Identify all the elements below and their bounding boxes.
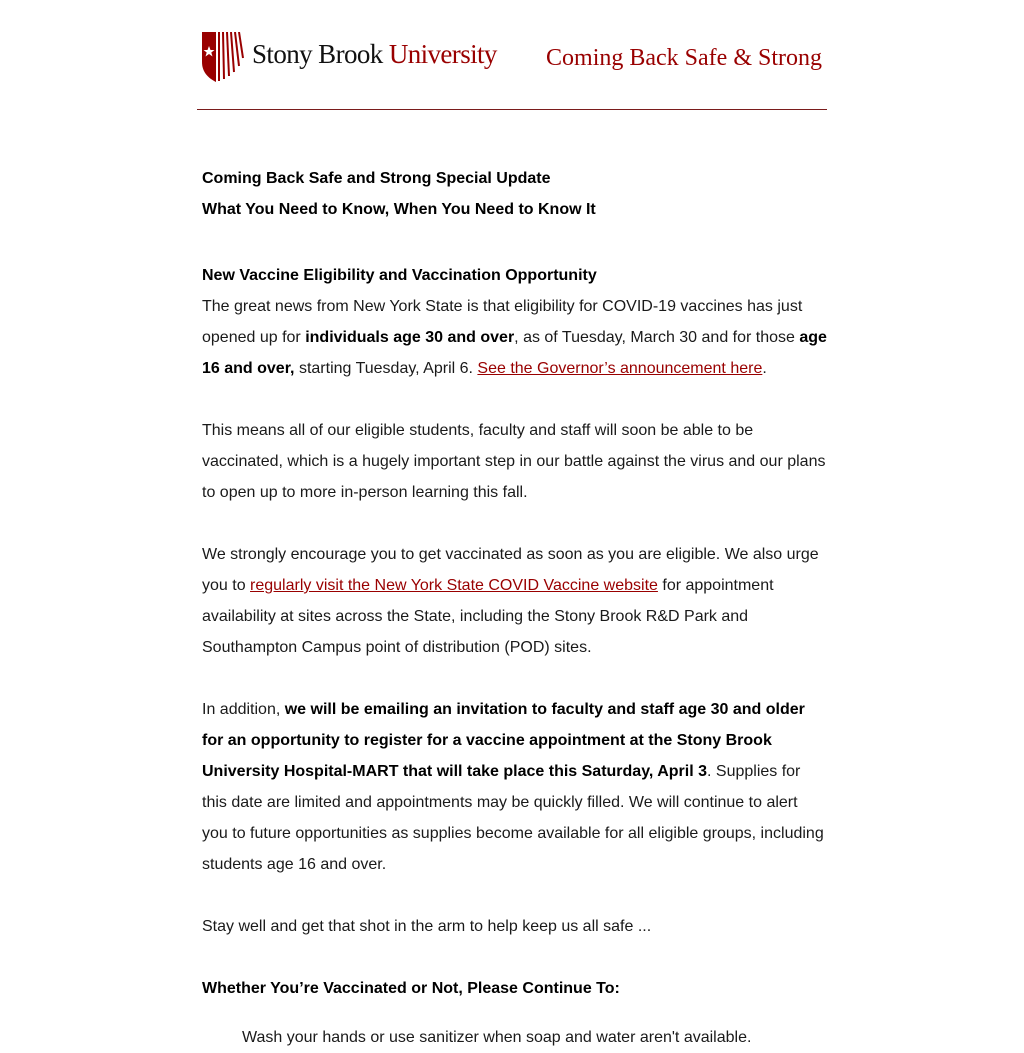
email-body (202, 163, 827, 1053)
text: for appointment availability at sites across the State, including the Stony Brook R&D Park and Southampton Campus point of distribution (POD) sites. (202, 577, 774, 656)
bold-text: we will be emailing an invitation to faculty and staff age 30 and older for an opportunity to register for a vaccine appointment at the Stony Brook University Hospital-MART that will take place this Saturday, April 3 (202, 701, 805, 780)
eligibility-paragraph (202, 291, 827, 384)
title-line-1: Coming Back Safe and Strong Special Update (202, 170, 551, 187)
wordmark-university: University (388, 38, 497, 69)
tagline: Coming Back Safe & Strong (546, 45, 822, 71)
text: starting Tuesday, April 6. (294, 360, 478, 377)
governor-announcement-link[interactable]: See the Governor’s announcement here (477, 360, 763, 377)
university-logo[interactable] (202, 32, 497, 82)
paragraph-invitation (202, 694, 827, 880)
wordmark-name: Stony Brook (252, 38, 383, 69)
text: . Supplies for this date are limited and appointments may be quickly filled. We will continue to alert you to future opportunities as supplies become available for all eligible groups, including students age 16 and over. (202, 763, 824, 873)
email-header (197, 0, 827, 110)
bold-text: age 16 and over, (202, 329, 827, 377)
paragraph-meaning: This means all of our eligible students, faculty and staff will soon be able to be vaccinated, which is a hugely important step in our battle against the virus and our plans to open up to more in-person learning this fall. (202, 422, 826, 501)
shield-star-icon (202, 32, 244, 82)
text: . (762, 360, 767, 377)
nys-vaccine-website-link[interactable]: regularly visit the New York State COVID Vaccine website (250, 577, 658, 594)
text: In addition, (202, 701, 285, 718)
text: The great news from New York State is that eligibility for COVID-19 vaccines has just opened up for (202, 298, 803, 346)
title-line-2: What You Need to Know, When You Need to Know It (202, 201, 596, 218)
list-item: Wash your hands or use sanitizer when soap and water aren't available. (242, 1029, 752, 1046)
paragraph-encourage (202, 539, 827, 663)
paragraph-stay-well: Stay well and get that shot in the arm to help keep us all safe ... (202, 918, 652, 935)
precautions-list (202, 1022, 827, 1053)
bold-text: individuals age 30 and over (305, 329, 515, 346)
text: , as of Tuesday, March 30 and for those (514, 329, 800, 346)
continue-heading: Whether You’re Vaccinated or Not, Please Continue To: (202, 980, 620, 997)
wordmark (252, 38, 497, 69)
section-heading: New Vaccine Eligibility and Vaccination Opportunity (202, 267, 597, 284)
text: We strongly encourage you to get vaccinated as soon as you are eligible. We also urge you to (202, 546, 819, 594)
